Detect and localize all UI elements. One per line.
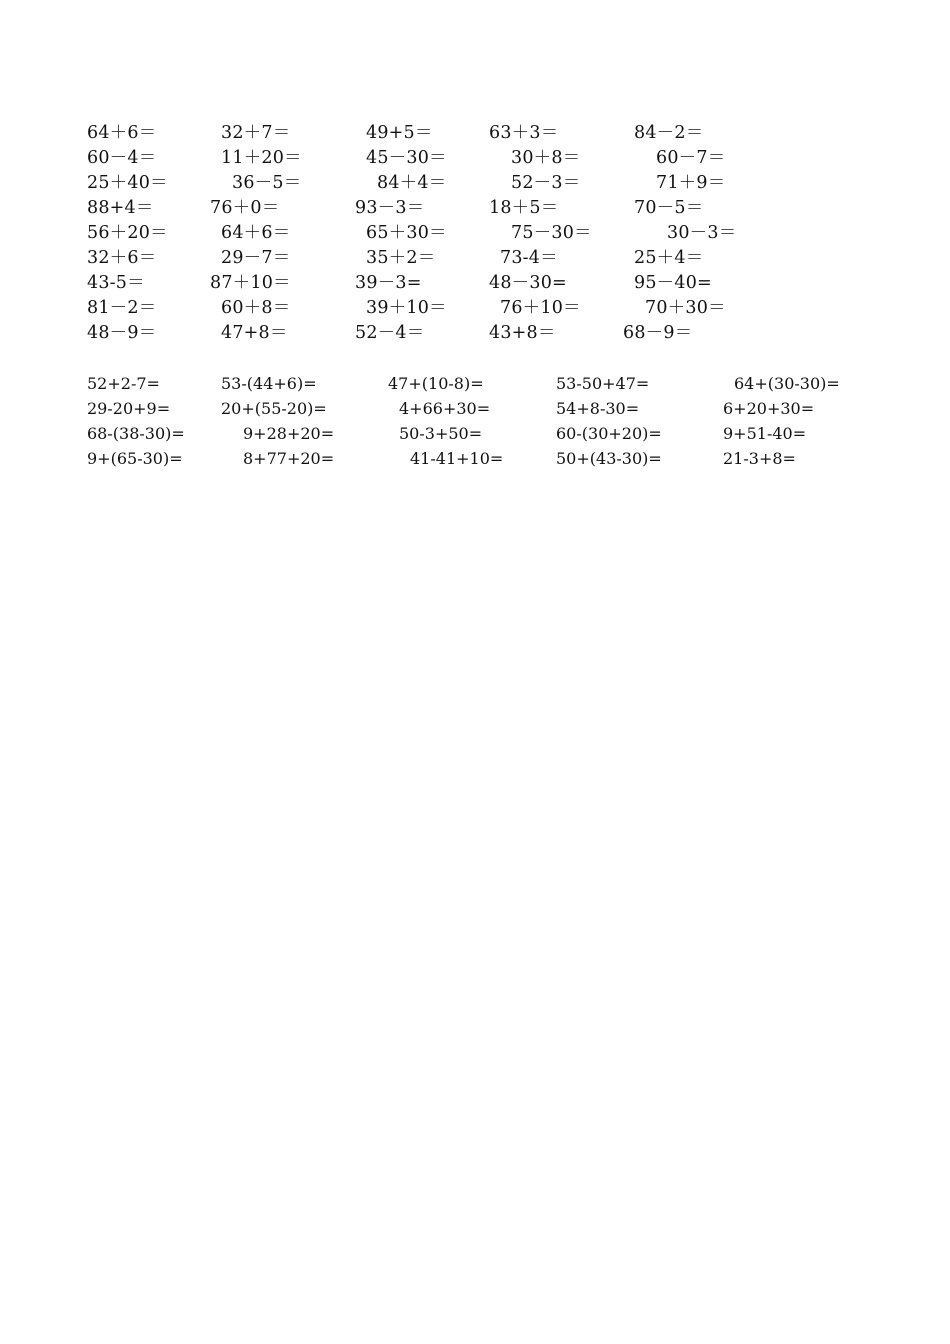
math-problem: 8+77+20= — [243, 449, 335, 468]
math-problem: 68－9＝ — [623, 323, 693, 343]
math-problem: 54+8-30= — [556, 399, 640, 418]
math-problem: 52+2-7= — [87, 374, 160, 393]
math-problem: 70－5＝ — [634, 198, 704, 218]
problem-row — [0, 396, 950, 421]
math-problem: 87＋10＝ — [210, 273, 291, 293]
math-problem: 32＋7＝ — [221, 123, 291, 143]
math-problem: 63＋3＝ — [489, 123, 559, 143]
math-problem: 9+28+20= — [243, 424, 335, 443]
problem-row — [0, 421, 950, 446]
math-problem: 73-4＝ — [500, 248, 558, 268]
math-problem: 60-(30+20)= — [556, 424, 662, 443]
problem-row — [0, 171, 950, 196]
math-problem: 35＋2＝ — [366, 248, 436, 268]
math-problem: 30＋8＝ — [511, 148, 581, 168]
math-problem: 45－30＝ — [366, 148, 447, 168]
math-problem: 95－40= — [634, 273, 712, 293]
problem-row — [0, 196, 950, 221]
math-problem: 52－4＝ — [355, 323, 425, 343]
math-problem: 11＋20＝ — [221, 148, 302, 168]
math-problem: 71＋9＝ — [656, 173, 726, 193]
math-problem: 88+4＝ — [87, 198, 154, 218]
math-problem: 6+20+30= — [723, 399, 815, 418]
math-problem: 29-20+9= — [87, 399, 171, 418]
math-problem: 70＋30＝ — [645, 298, 726, 318]
problem-row — [0, 446, 950, 471]
math-problem: 49+5＝ — [366, 123, 433, 143]
problem-row — [0, 371, 950, 396]
math-problem: 39＋10＝ — [366, 298, 447, 318]
math-problem: 48－30= — [489, 273, 567, 293]
math-problem: 43+8＝ — [489, 323, 556, 343]
math-problem: 43-5＝ — [87, 273, 145, 293]
math-problem: 60－7＝ — [656, 148, 726, 168]
math-problem: 52－3＝ — [511, 173, 581, 193]
math-problem: 76＋0＝ — [210, 198, 280, 218]
math-problem: 9+(65-30)= — [87, 449, 183, 468]
problem-row — [0, 271, 950, 296]
math-problem: 25＋4＝ — [634, 248, 704, 268]
math-problem: 30－3＝ — [667, 223, 737, 243]
problem-row — [0, 321, 950, 346]
math-problem: 50-3+50= — [399, 424, 483, 443]
problem-row — [0, 296, 950, 321]
math-problem: 65＋30＝ — [366, 223, 447, 243]
math-problem: 64＋6＝ — [221, 223, 291, 243]
math-problem: 60－4＝ — [87, 148, 157, 168]
math-problem: 39－3= — [355, 273, 422, 293]
problem-row — [0, 121, 950, 146]
math-problem: 36－5＝ — [232, 173, 302, 193]
math-problem: 41-41+10= — [410, 449, 504, 468]
math-problem: 4+66+30= — [399, 399, 491, 418]
mixed-operations-section — [0, 371, 950, 471]
math-problem: 47+8＝ — [221, 323, 288, 343]
addition-subtraction-section — [0, 121, 950, 346]
problem-row — [0, 221, 950, 246]
math-problem: 18＋5＝ — [489, 198, 559, 218]
math-problem: 81－2＝ — [87, 298, 157, 318]
math-problem: 21-3+8= — [723, 449, 796, 468]
math-problem: 60＋8＝ — [221, 298, 291, 318]
math-problem: 50+(43-30)= — [556, 449, 662, 468]
math-problem: 32＋6＝ — [87, 248, 157, 268]
math-problem: 84－2＝ — [634, 123, 704, 143]
problem-row — [0, 246, 950, 271]
math-problem: 25＋40＝ — [87, 173, 168, 193]
math-problem: 56＋20＝ — [87, 223, 168, 243]
math-problem: 93－3＝ — [355, 198, 425, 218]
math-problem: 9+51-40= — [723, 424, 807, 443]
math-problem: 68-(38-30)= — [87, 424, 185, 443]
math-problem: 53-50+47= — [556, 374, 650, 393]
math-problem: 53-(44+6)= — [221, 374, 317, 393]
math-problem: 64+(30-30)= — [734, 374, 840, 393]
math-problem: 47+(10-8)= — [388, 374, 484, 393]
math-problem: 64＋6＝ — [87, 123, 157, 143]
math-problem: 48－9＝ — [87, 323, 157, 343]
math-problem: 29－7＝ — [221, 248, 291, 268]
math-problem: 75－30＝ — [511, 223, 592, 243]
problem-row — [0, 146, 950, 171]
math-problem: 84＋4＝ — [377, 173, 447, 193]
math-problem: 20+(55-20)= — [221, 399, 327, 418]
math-problem: 76＋10＝ — [500, 298, 581, 318]
